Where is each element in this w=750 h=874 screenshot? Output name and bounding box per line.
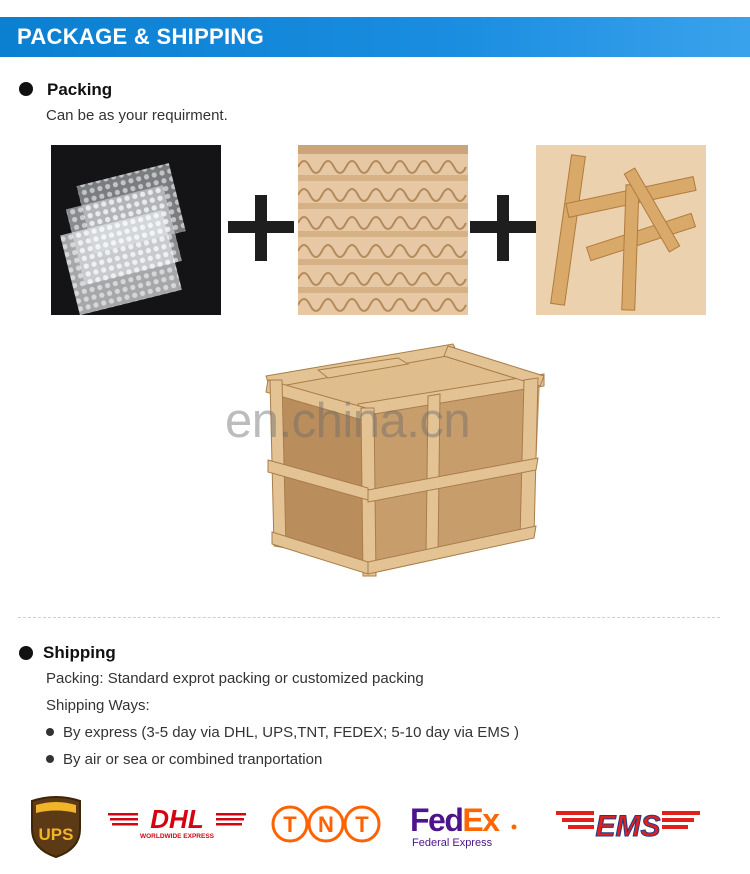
- wood-slats-image: [536, 145, 706, 315]
- fedex-ex-text: Ex: [462, 802, 499, 838]
- tnt-letter: T: [283, 812, 297, 837]
- bubble-wrap-image: [51, 145, 221, 315]
- ems-logo-icon: [556, 806, 700, 844]
- svg-text:FedEx: [410, 802, 500, 838]
- shipping-ways-label: Shipping Ways:: [46, 697, 150, 714]
- plus-icon: [228, 195, 294, 261]
- cardboard-image: [298, 145, 468, 315]
- bullet-icon: [19, 646, 33, 660]
- ups-logo-icon: [28, 795, 84, 859]
- packing-heading: Packing: [47, 80, 113, 99]
- list-bullet-icon: [46, 728, 54, 736]
- plus-icon: [470, 195, 536, 261]
- dhl-logo-icon: [108, 803, 246, 843]
- watermark-text: en.china.cn: [225, 394, 471, 448]
- shipping-way-item: By air or sea or combined tranportation: [63, 751, 323, 768]
- dhl-subtitle: WORLDWIDE EXPRESS: [139, 833, 215, 840]
- shipping-heading: Shipping: [43, 643, 116, 662]
- tnt-letter: T: [355, 812, 369, 837]
- packing-subtitle: Can be as your requirment.: [46, 107, 228, 124]
- shipping-way-item: By express (3-5 day via DHL, UPS,TNT, FEDEX; 5-10 day via EMS ): [63, 724, 519, 741]
- divider: [18, 617, 720, 618]
- bullet-icon: [19, 82, 33, 96]
- fedex-fed-text: Fed: [410, 802, 463, 838]
- tnt-logo-icon: [271, 804, 381, 844]
- dhl-logo-text: DHL: [150, 804, 204, 834]
- shipping-packing-text: Packing: Standard exprot packing or customized packing: [46, 670, 424, 687]
- tnt-letter: N: [318, 812, 334, 837]
- ems-logo-text: EMS: [595, 810, 661, 843]
- section-title: PACKAGE & SHIPPING: [17, 24, 265, 49]
- ups-logo-text: UPS: [38, 825, 74, 844]
- wooden-crate-image: [258, 340, 548, 580]
- fedex-logo-icon: [410, 800, 522, 850]
- fedex-subtitle: Federal Express: [412, 837, 493, 849]
- list-bullet-icon: [46, 755, 54, 763]
